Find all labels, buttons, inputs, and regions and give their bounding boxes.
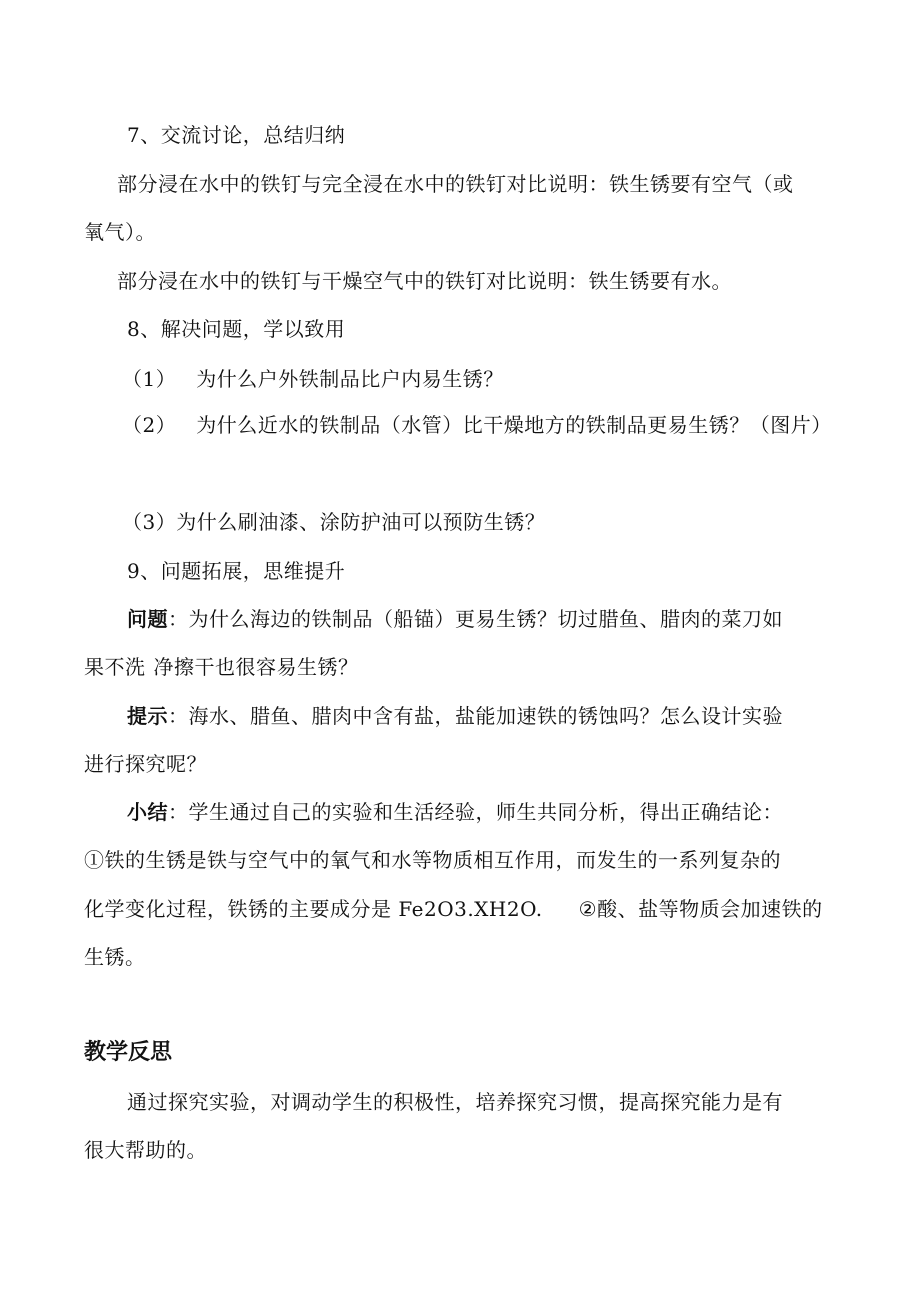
summary-line-4: 生锈。 xyxy=(84,945,146,969)
hint-line-1-text: ：海水、腊鱼、腊肉中含有盐，盐能加速铁的锈蚀吗？怎么设计实验 xyxy=(168,704,783,728)
hint-paragraph-line-2: 进行探究呢？ xyxy=(84,752,207,776)
hint-label: 提示 xyxy=(127,704,168,728)
summary-label: 小结 xyxy=(127,800,168,824)
question-1-number: （1） xyxy=(122,367,177,391)
section-7-paragraph-1-line-2: 氧气）。 xyxy=(84,220,156,244)
reflection-line-2: 很大帮助的。 xyxy=(84,1138,207,1162)
summary-line-1 xyxy=(127,798,783,826)
question-3: （3）为什么刷油漆、涂防护油可以预防生锈？ xyxy=(122,510,546,534)
section-7-paragraph-1-line-1: 部分浸在水中的铁钉与完全浸在水中的铁钉对比说明：铁生锈要有空气（或 xyxy=(117,172,794,196)
question-2 xyxy=(122,411,832,439)
question-2-text: 为什么近水的铁制品（水管）比干燥地方的铁制品更易生锈？（图片） xyxy=(196,413,832,437)
summary-line-1-text: ：学生通过自己的实验和生活经验，师生共同分析，得出正确结论： xyxy=(168,800,783,824)
section-9-title: 9、问题拓展，思维提升 xyxy=(127,559,346,583)
question-line-1-text: ：为什么海边的铁制品（船锚）更易生锈？切过腊鱼、腊肉的菜刀如 xyxy=(168,607,783,631)
summary-line-3 xyxy=(84,895,823,923)
question-line-2b: 净擦干也很容易生锈？ xyxy=(153,655,359,679)
question-1 xyxy=(122,365,504,393)
question-label: 问题 xyxy=(127,607,168,631)
question-paragraph-line-1 xyxy=(127,605,783,633)
question-1-text: 为什么户外铁制品比户内易生锈？ xyxy=(196,367,504,391)
section-7-title: 7、交流讨论，总结归纳 xyxy=(127,123,346,147)
question-paragraph-line-2 xyxy=(84,653,359,681)
summary-line-3a: 化学变化过程，铁锈的主要成分是 Fe2O3.XH2O. xyxy=(84,897,543,921)
summary-line-2: ①铁的生锈是铁与空气中的氧气和水等物质相互作用，而发生的一系列复杂的 xyxy=(84,848,781,872)
hint-paragraph-line-1 xyxy=(127,702,783,730)
question-2-number: （2） xyxy=(122,413,177,437)
question-line-2a: 果不洗 xyxy=(84,655,146,679)
reflection-line-1: 通过探究实验，对调动学生的积极性，培养探究习惯，提高探究能力是有 xyxy=(127,1090,783,1114)
section-8-title: 8、解决问题，学以致用 xyxy=(127,317,346,341)
section-7-paragraph-2: 部分浸在水中的铁钉与干燥空气中的铁钉对比说明：铁生锈要有水。 xyxy=(117,269,732,293)
reflection-heading: 教学反思 xyxy=(84,1040,173,1065)
summary-line-3b: ②酸、盐等物质会加速铁的 xyxy=(578,897,823,921)
